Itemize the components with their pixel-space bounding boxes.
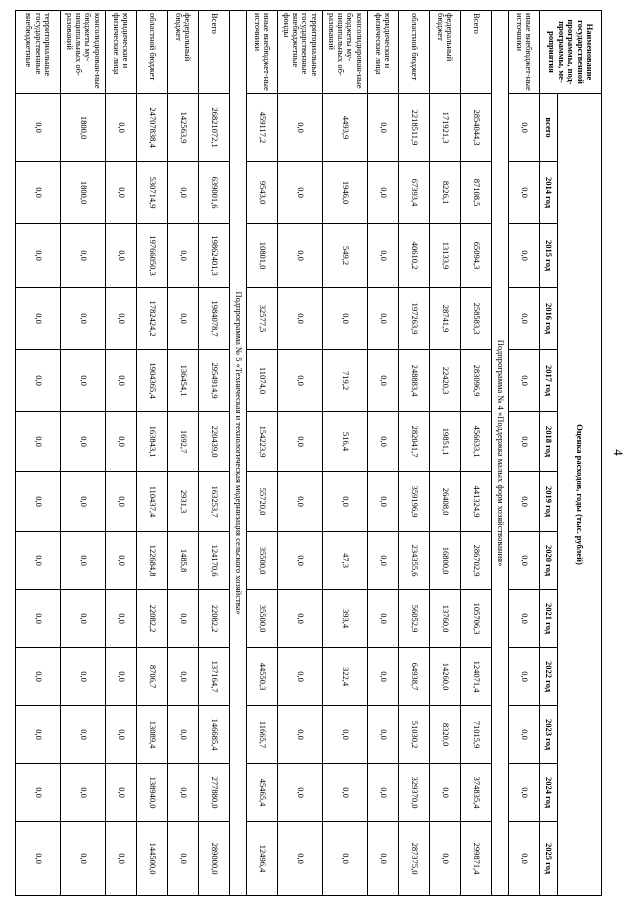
table-row: [16, 11, 61, 896]
table-cell: 124170,6: [199, 532, 230, 590]
table-cell: 530714,9: [137, 162, 168, 224]
table-row: [399, 11, 430, 896]
table-cell: 51030,2: [399, 706, 430, 764]
table-cell: 0,0: [509, 288, 540, 350]
estimate-header: Оценка расходов, годы (тыс. рублей): [558, 94, 602, 896]
table-cell: 136454,1: [168, 350, 199, 412]
table-cell: 22420,3: [430, 350, 461, 412]
table-cell: 0,0: [61, 224, 106, 288]
table-cell: 1800,0: [61, 162, 106, 224]
table-cell: 0,0: [368, 472, 399, 532]
table-cell: 2854044,3: [461, 94, 492, 162]
table-cell: 289000,0: [199, 822, 230, 896]
year-column-header: 2020 год: [540, 532, 558, 590]
expenditure-table: [15, 10, 602, 896]
table-cell: 0,0: [368, 288, 399, 350]
table-cell: 0,0: [16, 288, 61, 350]
table-cell: 0,0: [368, 590, 399, 648]
table-cell: 4493,9: [323, 94, 368, 162]
table-cell: 0,0: [368, 822, 399, 896]
table-cell: 0,0: [106, 590, 137, 648]
table-cell: 44550,3: [247, 648, 278, 706]
table-cell: 0,0: [168, 590, 199, 648]
table-cell: 0,0: [509, 472, 540, 532]
table-cell: 144500,0: [137, 822, 168, 896]
table-cell: 0,0: [106, 350, 137, 412]
table-cell: 0,0: [168, 162, 199, 224]
year-column-header: 2025 год: [540, 822, 558, 896]
table-cell: 163253,7: [199, 472, 230, 532]
year-column-header: 2014 год: [540, 162, 558, 224]
table-cell: 0,0: [278, 764, 323, 822]
table-cell: 258583,3: [461, 288, 492, 350]
table-cell: 28741,9: [430, 288, 461, 350]
table-cell: 0,0: [368, 162, 399, 224]
table-cell: 65094,3: [461, 224, 492, 288]
table-cell: 0,0: [16, 472, 61, 532]
table-cell: 639001,6: [199, 162, 230, 224]
table-cell: 1984078,7: [199, 288, 230, 350]
table-cell: 322,4: [323, 648, 368, 706]
table-cell: 26821072,1: [199, 94, 230, 162]
table-cell: 137164,7: [199, 648, 230, 706]
table-cell: 0,0: [509, 412, 540, 472]
table-cell: 0,0: [16, 764, 61, 822]
year-column-header: всего: [540, 94, 558, 162]
table-cell: 87108,5: [461, 162, 492, 224]
table-cell: 11074,0: [247, 350, 278, 412]
year-column-header: 2022 год: [540, 648, 558, 706]
table-cell: 124071,4: [461, 648, 492, 706]
subprogram-row: [230, 11, 247, 896]
year-column-header: 2016 год: [540, 288, 558, 350]
table-cell: 0,0: [368, 412, 399, 472]
year-column-header: 2024 год: [540, 764, 558, 822]
table-cell: 12496,4: [247, 822, 278, 896]
row-label: Всего: [199, 11, 230, 94]
table-cell: 0,0: [168, 822, 199, 896]
header-row-years: [540, 11, 558, 896]
table-cell: 719,2: [323, 350, 368, 412]
table-cell: 0,0: [278, 648, 323, 706]
table-cell: 0,0: [278, 532, 323, 590]
table-cell: 0,0: [168, 224, 199, 288]
table-cell: 0,0: [278, 288, 323, 350]
table-cell: 0,0: [509, 94, 540, 162]
table-cell: 2954914,9: [199, 350, 230, 412]
table-cell: 0,0: [509, 532, 540, 590]
table-cell: 0,0: [16, 350, 61, 412]
year-column-header: 2021 год: [540, 590, 558, 648]
table-cell: 0,0: [61, 706, 106, 764]
table-cell: 393,4: [323, 590, 368, 648]
table-cell: 299871,4: [461, 822, 492, 896]
table-cell: 0,0: [61, 350, 106, 412]
table-cell: 0,0: [61, 648, 106, 706]
table-cell: 0,0: [430, 822, 461, 896]
table-cell: 67393,4: [399, 162, 430, 224]
year-column-header: 2017 год: [540, 350, 558, 412]
table-row: [199, 11, 230, 896]
table-row: [323, 11, 368, 896]
table-cell: 0,0: [278, 706, 323, 764]
table-cell: 0,0: [106, 706, 137, 764]
table-cell: 0,0: [168, 648, 199, 706]
table-cell: 0,0: [323, 288, 368, 350]
table-cell: 8320,0: [430, 706, 461, 764]
table-cell: 0,0: [16, 224, 61, 288]
table-cell: 0,0: [16, 706, 61, 764]
table-cell: 0,0: [106, 288, 137, 350]
table-cell: 14260,0: [430, 648, 461, 706]
table-cell: 0,0: [509, 706, 540, 764]
table-cell: 248883,4: [399, 350, 430, 412]
row-label: юридические и физические лица: [368, 11, 399, 94]
table-row: [61, 11, 106, 896]
table-cell: 35500,0: [247, 532, 278, 590]
year-column-header: 2023 год: [540, 706, 558, 764]
table-cell: 45465,4: [247, 764, 278, 822]
table-cell: 11665,7: [247, 706, 278, 764]
table-row: [106, 11, 137, 896]
table-cell: 47,3: [323, 532, 368, 590]
table-cell: 283096,9: [461, 350, 492, 412]
table-cell: 0,0: [16, 532, 61, 590]
table-cell: 163843,1: [137, 412, 168, 472]
row-label: иные внебюджет-ные источники: [247, 11, 278, 94]
table-cell: 19862401,3: [199, 224, 230, 288]
table-cell: 277880,0: [199, 764, 230, 822]
table-cell: 282041,7: [399, 412, 430, 472]
table-cell: 0,0: [61, 288, 106, 350]
table-cell: 2931,3: [168, 472, 199, 532]
table-cell: 0,0: [106, 822, 137, 896]
table-cell: 142563,9: [168, 94, 199, 162]
year-column-header: 2015 год: [540, 224, 558, 288]
table-cell: 1946,0: [323, 162, 368, 224]
table-cell: 24707838,4: [137, 94, 168, 162]
table-cell: 0,0: [106, 472, 137, 532]
table-cell: 110437,4: [137, 472, 168, 532]
table-cell: 8706,7: [137, 648, 168, 706]
table-cell: 0,0: [509, 590, 540, 648]
table-cell: 329370,0: [399, 764, 430, 822]
table-cell: 26408,0: [430, 472, 461, 532]
table-row: [278, 11, 323, 896]
table-cell: 1904365,4: [137, 350, 168, 412]
table-cell: 0,0: [16, 590, 61, 648]
table-cell: 0,0: [106, 94, 137, 162]
table-cell: 10801,0: [247, 224, 278, 288]
table-cell: 0,0: [61, 764, 106, 822]
table-cell: 0,0: [16, 648, 61, 706]
table-cell: 0,0: [61, 472, 106, 532]
table-cell: 19766050,3: [137, 224, 168, 288]
table-cell: 441324,9: [461, 472, 492, 532]
table-cell: 0,0: [61, 532, 106, 590]
table-cell: 22082,2: [199, 590, 230, 648]
table-cell: 0,0: [509, 350, 540, 412]
table-cell: 0,0: [368, 532, 399, 590]
table-cell: 0,0: [368, 764, 399, 822]
table-cell: 0,0: [61, 822, 106, 896]
table-cell: 197263,9: [399, 288, 430, 350]
table-cell: 0,0: [509, 648, 540, 706]
table-cell: 1800,0: [61, 94, 106, 162]
subprogram-title: Подпрограмма № 4 «Поддержка малых форм хозяйствования»: [492, 11, 509, 896]
table-row: [461, 11, 492, 896]
table-cell: 0,0: [106, 224, 137, 288]
row-label: иные внебюджет-ные источники: [509, 11, 540, 94]
row-label: территориальные государственные внебюджетные фонды: [278, 11, 323, 94]
table-cell: 64938,7: [399, 648, 430, 706]
row-label: консолидирован-ные бюджеты му-ниципальных об-разований: [61, 11, 106, 94]
table-cell: 374835,4: [461, 764, 492, 822]
table-cell: 516,4: [323, 412, 368, 472]
table-row: [168, 11, 199, 896]
table-cell: 35500,0: [247, 590, 278, 648]
table-row: [247, 11, 278, 896]
table-cell: 32577,5: [247, 288, 278, 350]
table-cell: 16800,0: [430, 532, 461, 590]
table-cell: 171921,3: [430, 94, 461, 162]
table-cell: 13089,4: [137, 706, 168, 764]
table-cell: 13133,9: [430, 224, 461, 288]
table-cell: 22082,2: [137, 590, 168, 648]
table-cell: 359196,9: [399, 472, 430, 532]
table-cell: 0,0: [16, 822, 61, 896]
row-label: юридические и физические лица: [106, 11, 137, 94]
table-cell: 0,0: [106, 162, 137, 224]
row-label: областной бюджет: [399, 11, 430, 94]
table-cell: 0,0: [278, 162, 323, 224]
table-cell: 456633,1: [461, 412, 492, 472]
table-cell: 0,0: [61, 590, 106, 648]
table-cell: 0,0: [278, 472, 323, 532]
table-row: [509, 11, 540, 896]
table-cell: 146685,4: [199, 706, 230, 764]
table-cell: 0,0: [61, 412, 106, 472]
table-cell: 0,0: [430, 764, 461, 822]
table-cell: 234355,6: [399, 532, 430, 590]
table-cell: 0,0: [106, 764, 137, 822]
year-column-header: 2018 год: [540, 412, 558, 472]
table-cell: 0,0: [16, 412, 61, 472]
year-column-header: 2019 год: [540, 472, 558, 532]
table-cell: 1692,7: [168, 412, 199, 472]
table-cell: 0,0: [368, 706, 399, 764]
table-cell: 8226,1: [430, 162, 461, 224]
table-cell: 56052,9: [399, 590, 430, 648]
row-label: областной бюджет: [137, 11, 168, 94]
row-label: территориальные государственные внебюджетные: [16, 11, 61, 94]
table-cell: 0,0: [368, 94, 399, 162]
table-cell: 0,0: [106, 648, 137, 706]
table-cell: 0,0: [106, 532, 137, 590]
table-cell: 122684,8: [137, 532, 168, 590]
table-cell: 0,0: [278, 350, 323, 412]
table-cell: 0,0: [323, 822, 368, 896]
table-cell: 154223,9: [247, 412, 278, 472]
table-cell: 0,0: [509, 822, 540, 896]
name-column-header: Наименование государственной программы, под-программы, ме-роприятия: [540, 11, 602, 94]
table-row: [368, 11, 399, 896]
subprogram-title: Подпрограмма № 5 «Техническая и технологическая модернизация сельского хозяйства»: [230, 11, 247, 896]
table-cell: 287375,0: [399, 822, 430, 896]
table-cell: 9543,0: [247, 162, 278, 224]
row-label: федеральный бюджет: [168, 11, 199, 94]
table-cell: 40610,2: [399, 224, 430, 288]
table-cell: 71015,9: [461, 706, 492, 764]
table-cell: 0,0: [168, 764, 199, 822]
row-label: федеральный бюджет: [430, 11, 461, 94]
row-label: Всего: [461, 11, 492, 94]
table-cell: 0,0: [509, 162, 540, 224]
table-cell: 0,0: [509, 224, 540, 288]
table-cell: 0,0: [16, 162, 61, 224]
table-cell: 1782424,2: [137, 288, 168, 350]
table-cell: 0,0: [323, 764, 368, 822]
table-cell: 0,0: [278, 822, 323, 896]
table-cell: 13760,0: [430, 590, 461, 648]
table-cell: 1485,8: [168, 532, 199, 590]
header-row-top: [558, 11, 602, 896]
table-cell: 0,0: [278, 94, 323, 162]
subprogram-row: [492, 11, 509, 896]
table-cell: 0,0: [16, 94, 61, 162]
table-cell: 0,0: [368, 350, 399, 412]
table-cell: 0,0: [323, 706, 368, 764]
table-cell: 0,0: [368, 648, 399, 706]
table-cell: 19851,1: [430, 412, 461, 472]
table-cell: 0,0: [106, 412, 137, 472]
table-cell: 286702,9: [461, 532, 492, 590]
table-row: [430, 11, 461, 896]
table-cell: 459117,2: [247, 94, 278, 162]
row-label: консолидирован-ные бюджеты му-ниципальных об-разований: [323, 11, 368, 94]
table-cell: 220439,0: [199, 412, 230, 472]
table-cell: 549,2: [323, 224, 368, 288]
table-cell: 105706,3: [461, 590, 492, 648]
table-cell: 0,0: [278, 224, 323, 288]
table-row: [137, 11, 168, 896]
table-cell: 2218511,9: [399, 94, 430, 162]
table-cell: 138940,0: [137, 764, 168, 822]
table-cell: 0,0: [168, 288, 199, 350]
table-cell: 0,0: [368, 224, 399, 288]
table-cell: 0,0: [278, 412, 323, 472]
table-cell: 0,0: [323, 472, 368, 532]
table-cell: 0,0: [278, 590, 323, 648]
table-cell: 0,0: [509, 764, 540, 822]
table-cell: 0,0: [168, 706, 199, 764]
table-cell: 55720,0: [247, 472, 278, 532]
page-number: 4: [611, 449, 626, 456]
